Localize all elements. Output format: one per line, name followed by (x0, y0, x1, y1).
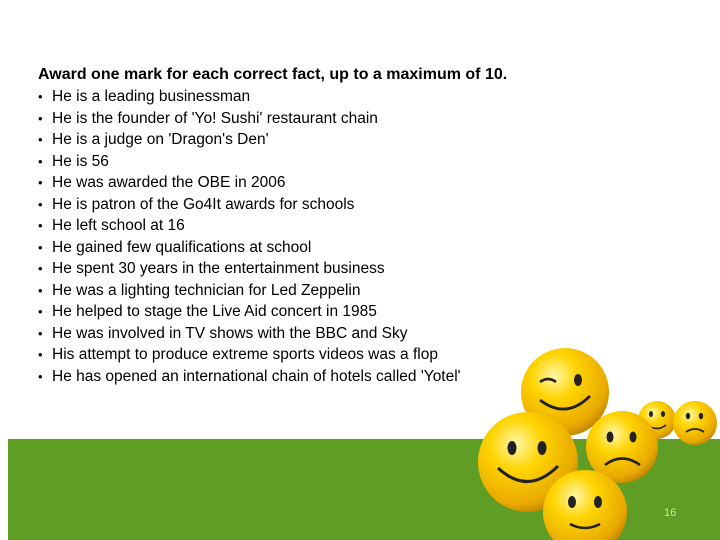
fact-text: He is a leading businessman (52, 88, 251, 105)
fact-text: He spent 30 years in the entertainment business (52, 260, 385, 277)
list-item (38, 215, 638, 237)
list-item (38, 323, 638, 345)
fact-text: He left school at 16 (52, 217, 185, 234)
fact-text: He has opened an international chain of hotels called 'Yotel' (52, 367, 461, 385)
bullet-icon: • (38, 261, 43, 276)
list-item (38, 172, 638, 194)
list-item (38, 151, 638, 173)
bullet-icon: • (38, 304, 43, 319)
fact-text: He gained few qualifications at school (52, 238, 312, 256)
fact-text: He was involved in TV shows with the BBC and Sky (52, 324, 408, 342)
list-item (38, 194, 638, 216)
list-item (38, 108, 638, 130)
fact-text: He is a judge on 'Dragon's Den' (52, 131, 269, 148)
fact-text: He is 56 (52, 152, 109, 170)
list-item (38, 129, 638, 151)
fact-text: He is patron of the Go4It awards for schools (52, 195, 355, 213)
fact-text: He was a lighting technician for Led Zeppelin (52, 281, 361, 299)
bullet-icon: • (38, 132, 43, 147)
list-item (38, 86, 638, 108)
bullet-icon: • (38, 325, 43, 341)
list-item (38, 344, 638, 366)
fact-text: He is the founder of 'Yo! Sushi' restaurant chain (52, 109, 378, 127)
page-number: 16 (664, 507, 677, 519)
fact-text: He was awarded the OBE in 2006 (52, 174, 286, 191)
list-item (38, 237, 638, 259)
bullet-icon: • (38, 347, 43, 362)
list-item (38, 301, 638, 323)
fact-text: He helped to stage the Live Aid concert in 1985 (52, 303, 377, 320)
bullet-icon: • (38, 153, 43, 169)
answer-content (38, 64, 638, 387)
bullet-icon: • (38, 368, 43, 384)
bullet-icon: • (38, 89, 43, 104)
bullet-icon: • (38, 175, 43, 190)
fact-text: His attempt to produce extreme sports videos was a flop (52, 346, 438, 363)
sad-face-icon (673, 401, 717, 445)
list-item (38, 258, 638, 280)
bullet-icon: • (38, 282, 43, 298)
bullet-icon: • (38, 110, 43, 126)
list-item (38, 280, 638, 302)
list-item (38, 366, 638, 388)
marking-instructions-heading: Award one mark for each correct fact, up to a maximum of 10. (38, 66, 508, 83)
facts-list (38, 86, 638, 387)
bullet-icon: • (38, 196, 43, 212)
bullet-icon: • (38, 218, 43, 233)
bullet-icon: • (38, 239, 43, 255)
